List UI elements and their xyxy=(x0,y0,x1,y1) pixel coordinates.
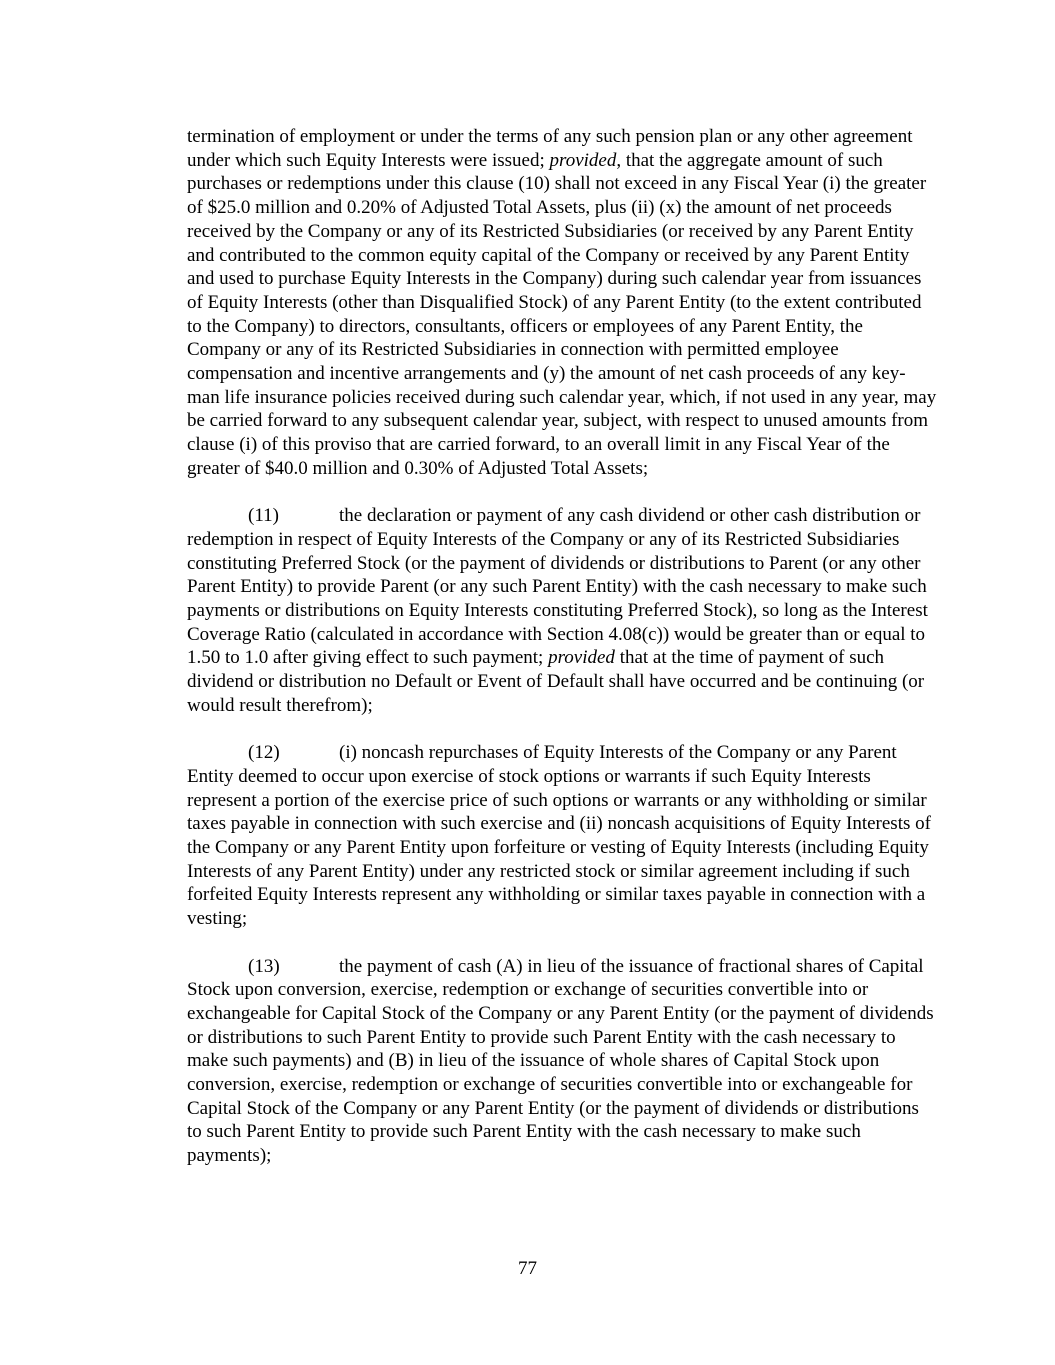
page-number: 77 xyxy=(518,1258,537,1279)
clause-number: (12) xyxy=(248,742,280,764)
paragraph-text: the declaration or payment of any cash dividend or other cash distribution or redemption in respect of Equity Interests of the Company or any of its Restricted Subsidiaries constituting Preferred Stock (or the payment of dividends or distributions to Parent (or any other Parent Entity) to provide Parent (or any such Parent Entity) with the cash necessary to make such payments or distributions on Equity Interests constituting Preferred Stock), so long as the Interest Coverage Ratio (calculated in accordance with Section 4.08(c)) would be greater than or equal to 1.50 to 1.0 after giving effect to such payment; xyxy=(187,505,928,669)
document-body xyxy=(187,125,937,1168)
paragraph-italic-text: provided xyxy=(548,647,615,669)
paragraph-clause-13 xyxy=(187,955,937,1168)
paragraph-clause-11 xyxy=(187,504,937,717)
paragraph-text: , that the aggregate amount of such purchases or redemptions under this clause (10) shall not exceed in any Fiscal Year (i) the greater of $25.0 million and 0.20% of Adjusted Total Assets, plus (ii) (x) the amount of net proceeds received by the Company or any of its Restricted Subsidiaries (or received by any Parent Entity and contributed to the common equity capital of the Company or received by any Parent Entity and used to purchase Equity Interests in the Company) during such calendar year from issuances of Equity Interests (other than Disqualified Stock) of any Parent Entity (to the extent contributed to the Company) to directors, consultants, officers or employees of any Parent Entity, the Company or any of its Restricted Subsidiaries in connection with permitted employee compensation and incentive arrangements and (y) the amount of net cash proceeds of any key-man life insurance policies received during such calendar year, which, if not used in any year, may be carried forward to any subsequent calendar year, subject, with respect to unused amounts from clause (i) of this proviso that are carried forward, to an overall limit in any Fiscal Year of the greater of $40.0 million and 0.30% of Adjusted Total Assets; xyxy=(187,149,937,479)
paragraph-text: termination of employment or under the terms of any such pension plan or any other agreement under which such Equity Interests were issued; xyxy=(187,126,913,171)
paragraph-text: that at the time of payment of such dividend or distribution no Default or Event of Default shall have occurred and be continuing (or would result therefrom); xyxy=(187,647,925,716)
paragraph-text: the payment of cash (A) in lieu of the issuance of fractional shares of Capital Stock upon conversion, exercise, redemption or exchange of securities convertible into or exchangeable for Capital Stock of the Company or any Parent Entity (or the payment of dividends or distributions to such Parent Entity to provide such Parent Entity with the cash necessary to make such payments) and (B) in lieu of the issuance of whole shares of Capital Stock upon conversion, exercise, redemption or exchange of securities convertible into or exchangeable for Capital Stock of the Company or any Parent Entity (or the payment of dividends or distributions to such Parent Entity to provide such Parent Entity with the cash necessary to make such payments); xyxy=(187,955,934,1167)
clause-number: (13) xyxy=(248,955,280,977)
paragraph-text: (i) noncash repurchases of Equity Interests of the Company or any Parent Entity deemed to occur upon exercise of stock options or warrants if such Equity Interests represent a portion of the exercise price of such options or warrants or any withholding or similar taxes payable in connection with such exercise and (ii) noncash acquisitions of Equity Interests of the Company or any Parent Entity upon forfeiture or vesting of Equity Interests (including Equity Interests of any Parent Entity) under any restricted stock or similar agreement including if such forfeited Equity Interests represent any withholding or similar taxes payable in connection with a vesting; xyxy=(187,742,931,930)
clause-number: (11) xyxy=(248,505,279,527)
paragraph-clause-10-continuation xyxy=(187,125,937,481)
paragraph-italic-text: provided xyxy=(549,149,617,171)
paragraph-clause-12 xyxy=(187,741,937,931)
